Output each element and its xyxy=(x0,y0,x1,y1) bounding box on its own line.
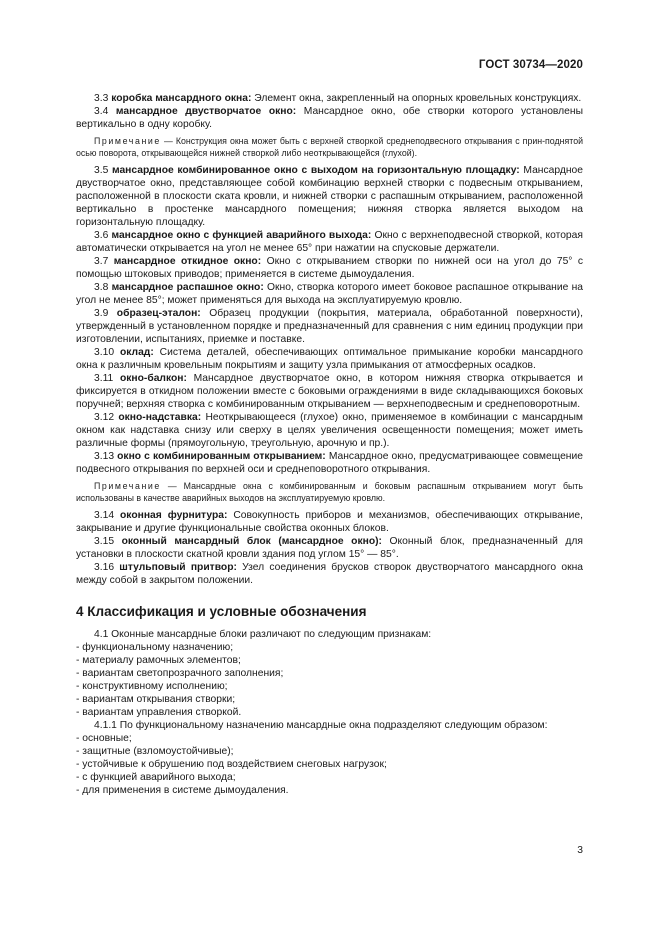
term-definition: Узел соединения брусков створок двустворчатого мансардного окна между собой в закрытом положении. xyxy=(76,562,583,586)
term-number: 3.9 xyxy=(94,308,109,319)
note-2 xyxy=(76,480,583,504)
term-name: мансардное откидное окно: xyxy=(113,256,262,267)
term-number: 3.16 xyxy=(94,562,115,573)
page-content xyxy=(76,92,583,797)
term-paragraph xyxy=(76,105,583,131)
list-item: - с функцией аварийного выхода; xyxy=(76,772,236,783)
term-name: коробка мансардного окна: xyxy=(111,93,252,104)
term-number: 3.10 xyxy=(94,347,115,358)
term-name: окно-надставка: xyxy=(118,412,202,423)
term-paragraph xyxy=(76,535,583,561)
list-item: - основные; xyxy=(76,733,132,744)
subsection-intro: 4.1.1 По функциональному назначению мансардные окна подразделяют следующим образом: xyxy=(94,720,548,731)
term-definition: Окно с открыванием створки по нижней оси на угол до 75° с помощью штоковых приводов; применяется в системе дымоудаления. xyxy=(76,256,583,280)
term-name: мансардное распашное окно: xyxy=(111,282,264,293)
note-1 xyxy=(76,135,583,159)
term-paragraph xyxy=(76,509,583,535)
term-number: 3.15 xyxy=(94,536,115,547)
note-text: — Конструкция окна может быть с верхней створкой среднеподвесного открывания с прин-поднятой осью поворота, открывающейся нижней створкой либо неоткрывающейся (глухой). xyxy=(76,136,583,158)
term-number: 3.5 xyxy=(94,165,109,176)
term-paragraph xyxy=(76,346,583,372)
term-name: мансардное окно с функцией аварийного выхода: xyxy=(111,230,372,241)
list-item: - вариантам открывания створки; xyxy=(76,694,236,705)
note-text: — Мансардные окна с комбинированным и боковым распашным открыванием могут быть использованы в качестве аварийных выходов на эксплуатируемую кровлю. xyxy=(76,481,583,503)
term-definition: Мансардное двустворчатое окно, в котором нижняя створка открывается и фиксируется в откидном положении вместе с боковыми ограждениями в виде складывающихся боковых поручней; верхняя створка с комбинированным открыванием — верхнеподвесным и среднеповоротным. xyxy=(76,373,583,410)
term-number: 3.3 xyxy=(94,93,109,104)
section-intro: 4.1 Оконные мансардные блоки различают по следующим признакам: xyxy=(94,629,432,640)
term-paragraph xyxy=(76,281,583,307)
list-item: - вариантам светопрозрачного заполнения; xyxy=(76,668,284,679)
list-item: - устойчивые к обрушению под воздействием снеговых нагрузок; xyxy=(76,759,387,770)
term-number: 3.14 xyxy=(94,510,115,521)
terms-block-c xyxy=(76,509,583,587)
term-name: мансардное двустворчатое окно: xyxy=(115,106,297,117)
term-name: образец-эталон: xyxy=(116,308,201,319)
term-definition: Оконный блок, предназначенный для установки в плоскости скатной кровли здания под углом 15° — 85°. xyxy=(76,536,583,560)
term-definition: Образец продукции (покрытия, материала, обработанной поверхности), утвержденный в установленном порядке и предназначенный для сравнения с ним единиц продукции при изготовлении, испытаниях, приемке и поставке. xyxy=(76,308,583,345)
term-paragraph xyxy=(76,411,583,450)
term-number: 3.8 xyxy=(94,282,109,293)
terms-block-b xyxy=(76,164,583,476)
term-number: 3.12 xyxy=(94,412,115,423)
list-item: - материалу рамочных элементов; xyxy=(76,655,241,666)
term-name: оконный мансардный блок (мансардное окно): xyxy=(121,536,382,547)
term-paragraph xyxy=(76,255,583,281)
term-paragraph xyxy=(76,307,583,346)
term-number: 3.7 xyxy=(94,256,109,267)
note-label: Примечание xyxy=(94,481,161,491)
terms-block-a xyxy=(76,92,583,131)
list-item: - конструктивному исполнению; xyxy=(76,681,228,692)
term-name: оконная фурнитура: xyxy=(120,510,228,521)
term-paragraph xyxy=(76,92,583,105)
term-definition: Элемент окна, закрепленный на опорных кровельных конструкциях. xyxy=(251,93,582,104)
term-name: штульповый притвор: xyxy=(119,562,237,573)
function-list xyxy=(76,732,583,797)
section-heading: 4 Классификация и условные обозначения xyxy=(76,604,367,619)
term-definition: Неоткрывающееся (глухое) окно, применяемое в комбинации с мансардным окном как надставка снизу или сверху в целях увеличения освещенности помещения; может иметь различные формы (прямоугольную, треугольную, арочную и пр.). xyxy=(76,412,583,449)
feature-list xyxy=(76,641,583,719)
page-number: 3 xyxy=(577,845,583,856)
term-paragraph xyxy=(76,164,583,229)
term-number: 3.4 xyxy=(94,106,109,117)
list-item: - защитные (взломоустойчивые); xyxy=(76,746,234,757)
term-definition: Совокупность приборов и механизмов, обеспечивающих открывание, закрывание и другие функциональные свойства оконных блоков. xyxy=(76,510,583,534)
term-number: 3.13 xyxy=(94,451,115,462)
term-paragraph xyxy=(76,229,583,255)
term-name: окно-балкон: xyxy=(119,373,187,384)
term-name: окно с комбинированным открыванием: xyxy=(117,451,326,462)
note-label: Примечание xyxy=(94,136,161,146)
list-item: - вариантам управления створкой. xyxy=(76,707,242,718)
term-definition: Мансардное окно, обе створки которого установлены вертикально в одну коробку. xyxy=(76,106,583,130)
term-name: оклад: xyxy=(119,347,154,358)
term-paragraph xyxy=(76,450,583,476)
list-item: - для применения в системе дымоудаления. xyxy=(76,785,289,796)
term-definition: Окно с верхнеподвесной створкой, которая автоматически открывается на угол не менее 65° при нажатии на спусковые держатели. xyxy=(76,230,583,254)
term-paragraph xyxy=(76,561,583,587)
list-item: - функциональному назначению; xyxy=(76,642,234,653)
term-definition: Система деталей, обеспечивающих оптимальное примыкание коробки мансардного окна к различным кровельным покрытиям и защиту узла примыкания от атмосферных осадков. xyxy=(76,347,583,371)
term-definition: Мансардное двустворчатое окно, представляющее собой комбинацию верхней створки с подвесным открыванием, расположенной в плоскости ската кровли, и нижней створки с распашным открыванием, расположенной вертикально в простенке мансардного помещения; нижняя створка является выходом на горизонтальную площадку. xyxy=(76,165,583,228)
term-paragraph xyxy=(76,372,583,411)
term-name: мансардное комбинированное окно с выходом на горизонтальную площадку: xyxy=(111,165,520,176)
document-header: ГОСТ 30734—2020 xyxy=(478,59,583,71)
term-definition: Окно, створка которого имеет боковое распашное открывание на угол не менее 85°; может применяться для выхода на эксплуатируемую кровлю. xyxy=(76,282,583,306)
term-definition: Мансардное окно, предусматривающее совмещение подвесного открывания по верхней оси и среднеповоротного открывания. xyxy=(76,451,583,475)
term-number: 3.11 xyxy=(94,373,114,384)
term-number: 3.6 xyxy=(94,230,109,241)
